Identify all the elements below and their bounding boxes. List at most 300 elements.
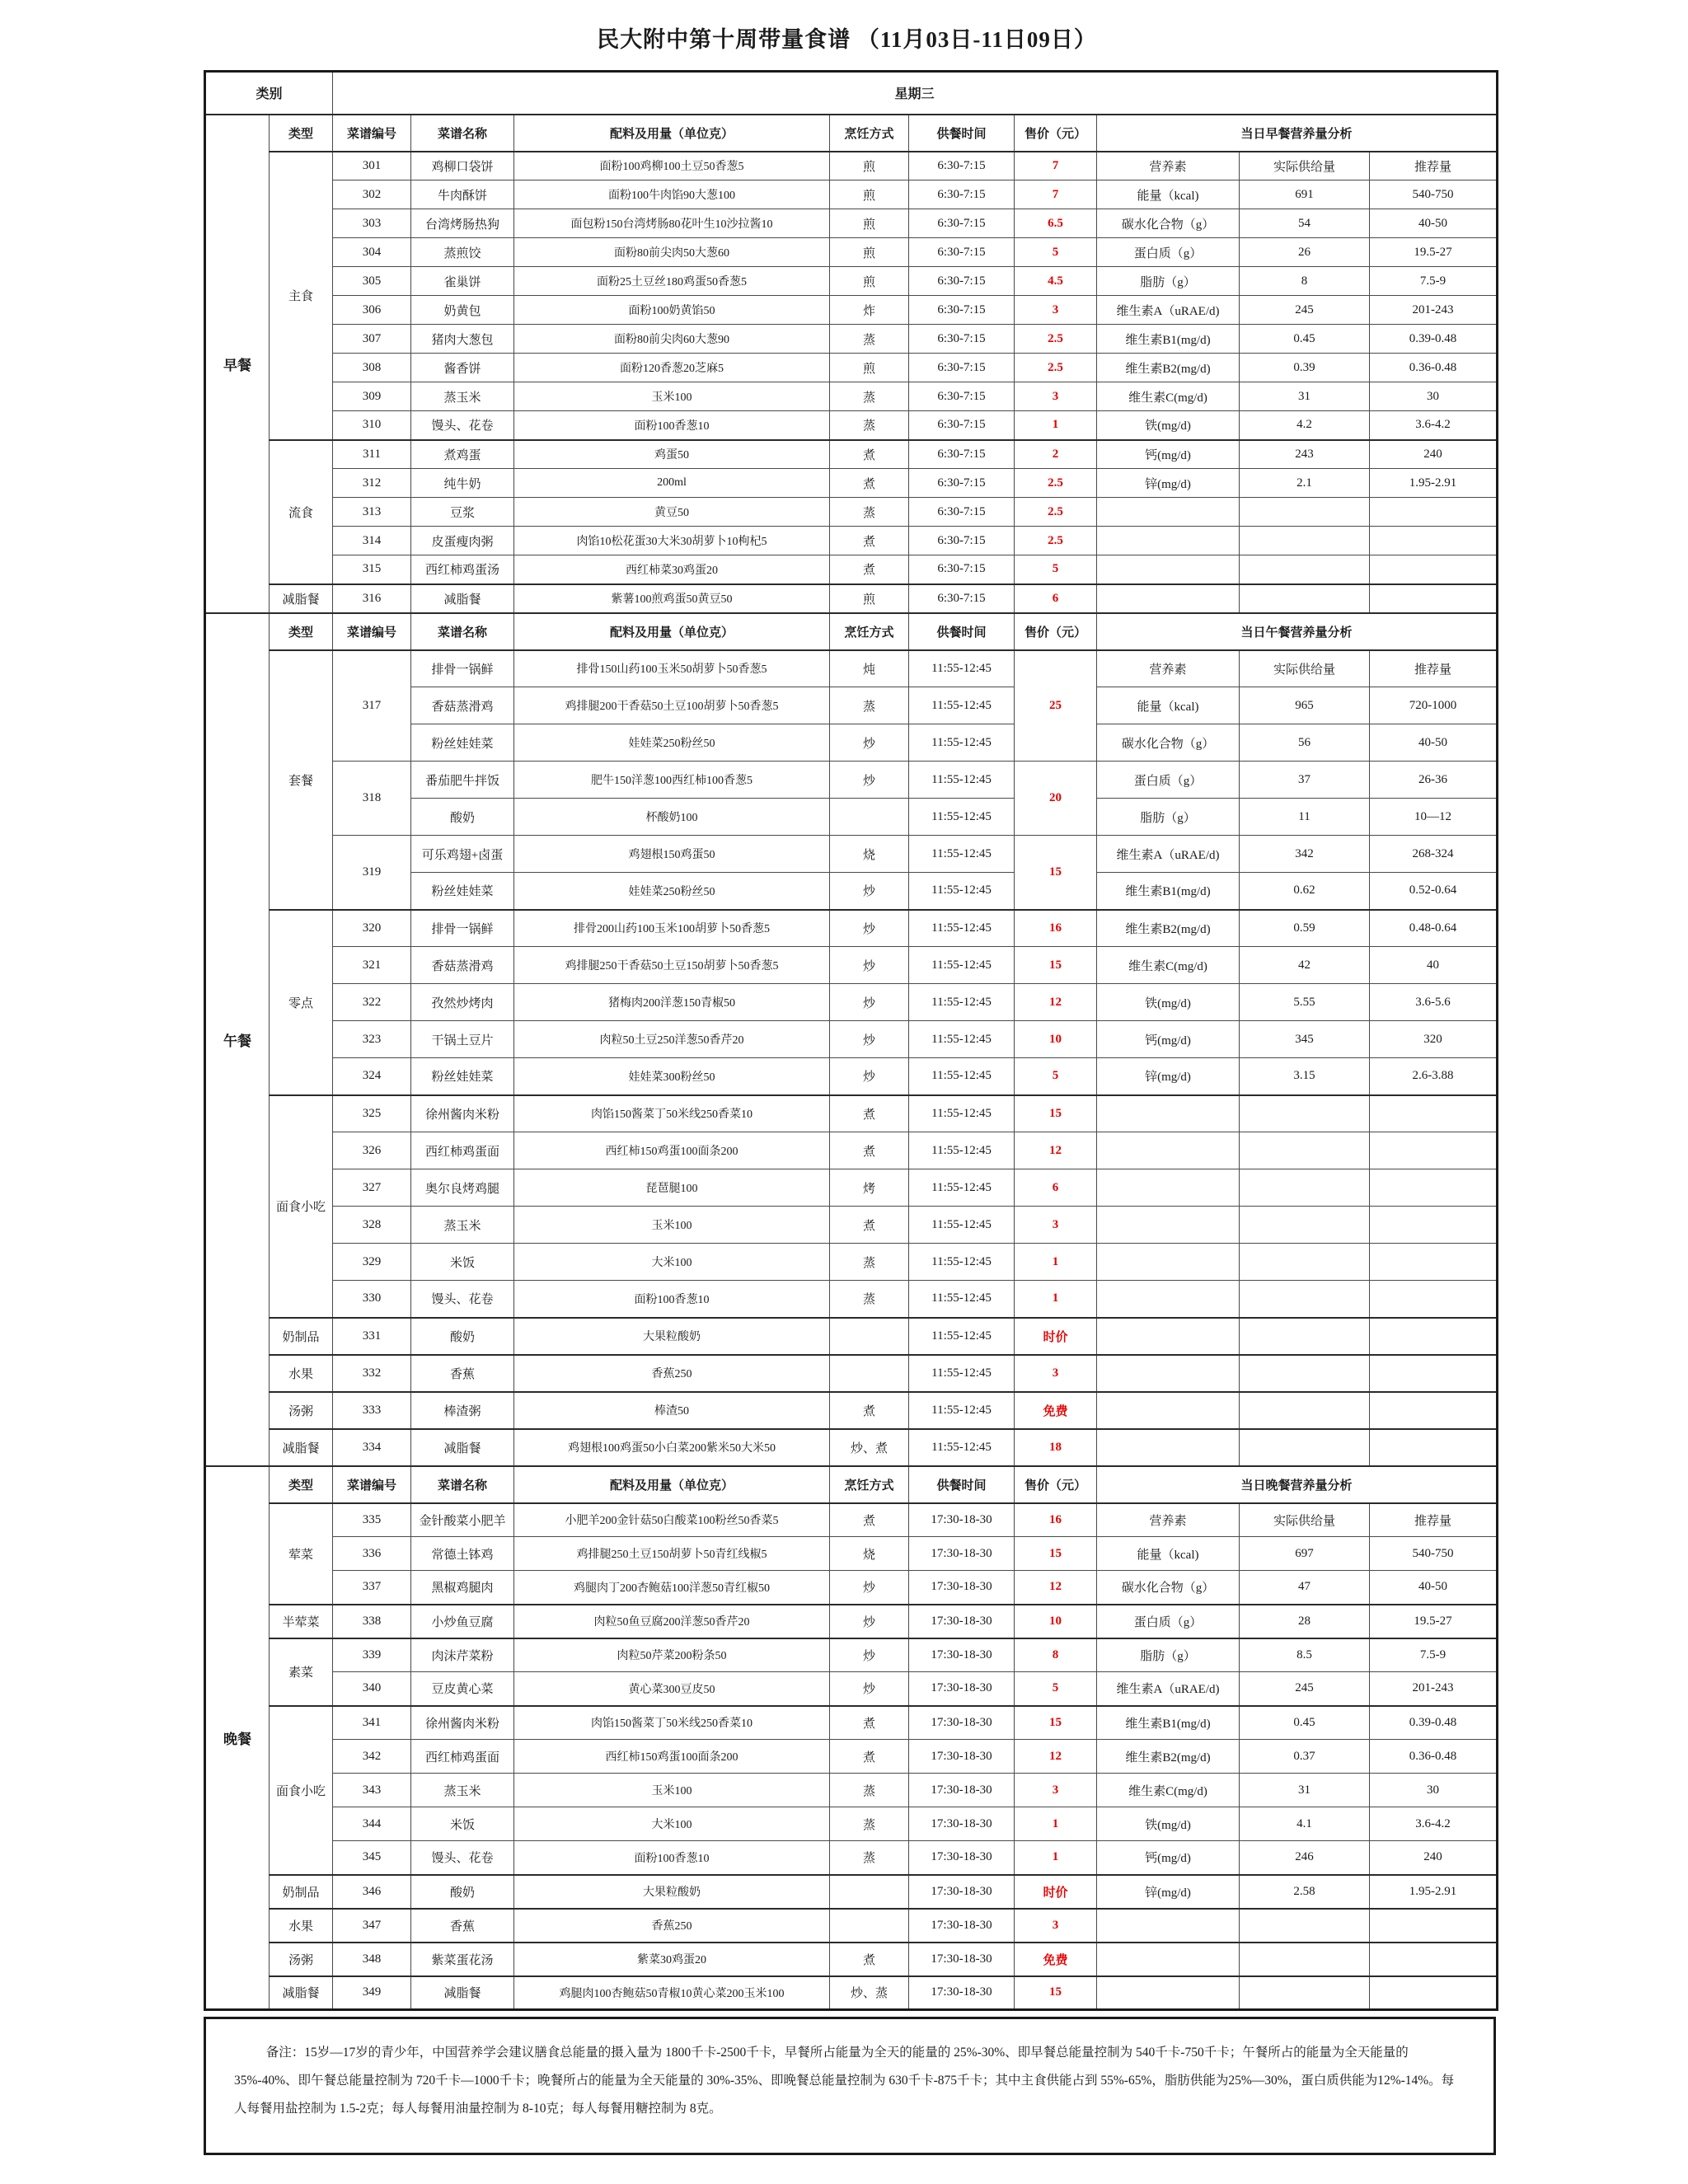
serving-time: 17:30-18-30 bbox=[909, 1537, 1015, 1571]
cooking-method: 炒 bbox=[830, 1672, 909, 1706]
dish-ingredients: 面粉100鸡柳100土豆50香葱5 bbox=[514, 152, 830, 180]
serving-time: 17:30-18-30 bbox=[909, 1875, 1015, 1909]
dish-no: 327 bbox=[333, 1169, 411, 1207]
cooking-method: 煎 bbox=[830, 584, 909, 613]
price-cell: 7 bbox=[1015, 152, 1097, 180]
price-cell: 5 bbox=[1015, 238, 1097, 267]
dish-no: 306 bbox=[333, 296, 411, 325]
nutrient-name: 维生素B1(mg/d) bbox=[1097, 873, 1240, 910]
cooking-method: 煎 bbox=[830, 238, 909, 267]
nutrient-actual: 243 bbox=[1240, 440, 1370, 469]
dish-no: 307 bbox=[333, 325, 411, 354]
nutrient-recommended: 0.36-0.48 bbox=[1370, 354, 1498, 382]
cooking-method: 蒸 bbox=[830, 687, 909, 724]
nutrient-actual bbox=[1240, 1207, 1370, 1244]
type-cell: 套餐 bbox=[270, 650, 333, 910]
dish-no: 330 bbox=[333, 1281, 411, 1318]
nutrient-actual: 246 bbox=[1240, 1841, 1370, 1875]
nutrient-name: 维生素A（uRAE/d) bbox=[1097, 1672, 1240, 1706]
dish-ingredients: 面包粉150台湾烤肠80花叶生10沙拉酱10 bbox=[514, 209, 830, 238]
table-row bbox=[205, 411, 1498, 440]
cooking-method: 蒸 bbox=[830, 1807, 909, 1841]
nutrient-actual: 5.55 bbox=[1240, 984, 1370, 1021]
price-cell: 3 bbox=[1015, 382, 1097, 411]
serving-time: 6:30-7:15 bbox=[909, 325, 1015, 354]
dish-ingredients: 肉粒50土豆250洋葱50香芹20 bbox=[514, 1021, 830, 1058]
nutrient-recommended: 3.6-4.2 bbox=[1370, 411, 1498, 440]
dish-ingredients: 面粉80前尖肉60大葱90 bbox=[514, 325, 830, 354]
dish-no: 303 bbox=[333, 209, 411, 238]
nutrient-name: 碳水化合物（g） bbox=[1097, 209, 1240, 238]
dish-name: 徐州酱肉米粉 bbox=[411, 1706, 514, 1740]
serving-time: 17:30-18-30 bbox=[909, 1638, 1015, 1672]
dish-no: 312 bbox=[333, 469, 411, 498]
cooking-method: 煎 bbox=[830, 354, 909, 382]
dish-ingredients: 肉馅150酱菜丁50米线250香菜10 bbox=[514, 1706, 830, 1740]
dish-ingredients: 香蕉250 bbox=[514, 1909, 830, 1943]
serving-time: 11:55-12:45 bbox=[909, 1244, 1015, 1281]
weekday-header: 星期三 bbox=[333, 72, 1498, 115]
dish-name: 台湾烤肠热狗 bbox=[411, 209, 514, 238]
nutrient-name: 脂肪（g） bbox=[1097, 267, 1240, 296]
nutrient-name: 脂肪（g） bbox=[1097, 799, 1240, 836]
dish-name: 蒸玉米 bbox=[411, 1774, 514, 1807]
table-row bbox=[205, 1503, 1498, 1537]
price-cell: 1 bbox=[1015, 1841, 1097, 1875]
dish-no: 308 bbox=[333, 354, 411, 382]
nutrient-name: 维生素B1(mg/d) bbox=[1097, 325, 1240, 354]
column-header-0: 类型 bbox=[270, 613, 333, 650]
nutrient-actual: 0.59 bbox=[1240, 910, 1370, 947]
nutrient-name: 蛋白质（g） bbox=[1097, 762, 1240, 799]
cooking-method: 炒 bbox=[830, 762, 909, 799]
nutrient-recommended: 10—12 bbox=[1370, 799, 1498, 836]
nutrient-actual bbox=[1240, 1943, 1370, 1976]
nutrient-name bbox=[1097, 1169, 1240, 1207]
table-row bbox=[205, 1021, 1498, 1058]
nutrient-actual: 245 bbox=[1240, 296, 1370, 325]
column-header-2: 菜谱名称 bbox=[411, 613, 514, 650]
table-row bbox=[205, 1058, 1498, 1095]
cooking-method: 炸 bbox=[830, 296, 909, 325]
table-row bbox=[205, 555, 1498, 584]
serving-time: 17:30-18-30 bbox=[909, 1672, 1015, 1706]
nutrient-name: 维生素B2(mg/d) bbox=[1097, 354, 1240, 382]
price-cell: 3 bbox=[1015, 1207, 1097, 1244]
nutrient-actual: 3.15 bbox=[1240, 1058, 1370, 1095]
dish-name: 牛肉酥饼 bbox=[411, 180, 514, 209]
table-row bbox=[205, 1429, 1498, 1466]
dish-name: 可乐鸡翅+卤蛋 bbox=[411, 836, 514, 873]
serving-time: 17:30-18-30 bbox=[909, 1605, 1015, 1638]
nutrient-recommended bbox=[1370, 1943, 1498, 1976]
nutrient-recommended: 40-50 bbox=[1370, 209, 1498, 238]
dish-no: 333 bbox=[333, 1392, 411, 1429]
nutrient-name: 铁(mg/d) bbox=[1097, 984, 1240, 1021]
dish-no: 335 bbox=[333, 1503, 411, 1537]
nutrient-recommended: 7.5-9 bbox=[1370, 1638, 1498, 1672]
column-header-3: 配料及用量（单位克） bbox=[514, 1466, 830, 1503]
serving-time: 17:30-18-30 bbox=[909, 1943, 1015, 1976]
price-cell: 15 bbox=[1015, 1537, 1097, 1571]
price-cell: 12 bbox=[1015, 1132, 1097, 1169]
column-header-5: 供餐时间 bbox=[909, 115, 1015, 152]
dish-name: 减脂餐 bbox=[411, 1429, 514, 1466]
dish-ingredients: 西红柿菜30鸡蛋20 bbox=[514, 555, 830, 584]
dish-ingredients: 大果粒酸奶 bbox=[514, 1875, 830, 1909]
cooking-method: 煎 bbox=[830, 209, 909, 238]
dish-ingredients: 面粉100香葱10 bbox=[514, 1281, 830, 1318]
table-row bbox=[205, 527, 1498, 555]
dish-ingredients: 黄心菜300豆皮50 bbox=[514, 1672, 830, 1706]
column-header-3: 配料及用量（单位克） bbox=[514, 613, 830, 650]
dish-name: 孜然炒烤肉 bbox=[411, 984, 514, 1021]
nutrient-actual: 965 bbox=[1240, 687, 1370, 724]
serving-time: 6:30-7:15 bbox=[909, 440, 1015, 469]
nutrient-name: 脂肪（g） bbox=[1097, 1638, 1240, 1672]
serving-time: 11:55-12:45 bbox=[909, 984, 1015, 1021]
nutrient-recommended: 0.52-0.64 bbox=[1370, 873, 1498, 910]
table-row bbox=[205, 1976, 1498, 2010]
dish-no: 314 bbox=[333, 527, 411, 555]
serving-time: 17:30-18-30 bbox=[909, 1909, 1015, 1943]
dish-no: 318 bbox=[333, 762, 411, 836]
cooking-method: 蒸 bbox=[830, 325, 909, 354]
dish-ingredients: 肉粒50芹菜200粉条50 bbox=[514, 1638, 830, 1672]
nutrient-name: 锌(mg/d) bbox=[1097, 469, 1240, 498]
dish-no: 329 bbox=[333, 1244, 411, 1281]
cooking-method: 炒 bbox=[830, 724, 909, 762]
serving-time: 11:55-12:45 bbox=[909, 1169, 1015, 1207]
price-cell: 2.5 bbox=[1015, 527, 1097, 555]
nutrient-actual: 0.37 bbox=[1240, 1740, 1370, 1774]
nutrient-actual: 697 bbox=[1240, 1537, 1370, 1571]
nutrient-recommended: 26-36 bbox=[1370, 762, 1498, 799]
dish-ingredients: 鸡蛋50 bbox=[514, 440, 830, 469]
dish-name: 粉丝娃娃菜 bbox=[411, 724, 514, 762]
nutrient-recommended: 720-1000 bbox=[1370, 687, 1498, 724]
analysis-title: 当日晚餐营养量分析 bbox=[1097, 1466, 1498, 1503]
type-cell: 减脂餐 bbox=[270, 1429, 333, 1466]
dish-name: 蒸煎饺 bbox=[411, 238, 514, 267]
serving-time: 17:30-18-30 bbox=[909, 1976, 1015, 2010]
cooking-method: 煎 bbox=[830, 267, 909, 296]
nutrient-name: 营养素 bbox=[1097, 1503, 1240, 1537]
price-cell: 4.5 bbox=[1015, 267, 1097, 296]
dish-no: 342 bbox=[333, 1740, 411, 1774]
dish-no: 316 bbox=[333, 584, 411, 613]
nutrient-name: 锌(mg/d) bbox=[1097, 1058, 1240, 1095]
cooking-method bbox=[830, 1909, 909, 1943]
dish-no: 338 bbox=[333, 1605, 411, 1638]
dish-name: 排骨一锅鲜 bbox=[411, 910, 514, 947]
dish-name: 徐州酱肉米粉 bbox=[411, 1095, 514, 1132]
serving-time: 11:55-12:45 bbox=[909, 1021, 1015, 1058]
dish-ingredients: 面粉100香葱10 bbox=[514, 1841, 830, 1875]
dish-no: 340 bbox=[333, 1672, 411, 1706]
nutrient-actual: 0.39 bbox=[1240, 354, 1370, 382]
cooking-method: 煮 bbox=[830, 1943, 909, 1976]
serving-time: 11:55-12:45 bbox=[909, 650, 1015, 687]
nutrient-name bbox=[1097, 1207, 1240, 1244]
cooking-method: 炒 bbox=[830, 1021, 909, 1058]
column-header-1: 菜谱编号 bbox=[333, 115, 411, 152]
cooking-method: 烤 bbox=[830, 1169, 909, 1207]
column-header-1: 菜谱编号 bbox=[333, 1466, 411, 1503]
nutrient-name: 铁(mg/d) bbox=[1097, 1807, 1240, 1841]
dish-ingredients: 琵琶腿100 bbox=[514, 1169, 830, 1207]
cooking-method: 烧 bbox=[830, 836, 909, 873]
table-row bbox=[205, 1132, 1498, 1169]
dish-name: 鸡柳口袋饼 bbox=[411, 152, 514, 180]
nutrient-actual: 47 bbox=[1240, 1571, 1370, 1605]
dish-name: 猪肉大葱包 bbox=[411, 325, 514, 354]
dish-no: 310 bbox=[333, 411, 411, 440]
cooking-method bbox=[830, 1318, 909, 1355]
nutrient-name: 维生素B2(mg/d) bbox=[1097, 1740, 1240, 1774]
dish-no: 302 bbox=[333, 180, 411, 209]
serving-time: 11:55-12:45 bbox=[909, 687, 1015, 724]
dish-name: 粉丝娃娃菜 bbox=[411, 873, 514, 910]
nutrient-actual: 54 bbox=[1240, 209, 1370, 238]
table-row bbox=[205, 382, 1498, 411]
price-cell: 5 bbox=[1015, 555, 1097, 584]
dish-ingredients: 鸡排腿250土豆150胡萝卜50青红线椒5 bbox=[514, 1537, 830, 1571]
price-cell: 3 bbox=[1015, 1909, 1097, 1943]
serving-time: 11:55-12:45 bbox=[909, 1207, 1015, 1244]
table-row bbox=[205, 440, 1498, 469]
serving-time: 11:55-12:45 bbox=[909, 1392, 1015, 1429]
serving-time: 17:30-18-30 bbox=[909, 1740, 1015, 1774]
table-row bbox=[205, 1355, 1498, 1392]
nutrient-recommended bbox=[1370, 584, 1498, 613]
serving-time: 6:30-7:15 bbox=[909, 180, 1015, 209]
nutrient-name: 钙(mg/d) bbox=[1097, 1021, 1240, 1058]
table-row bbox=[205, 613, 1498, 650]
table-row bbox=[205, 1281, 1498, 1318]
dish-ingredients: 肥牛150洋葱100西红柿100香葱5 bbox=[514, 762, 830, 799]
cooking-method: 炒 bbox=[830, 947, 909, 984]
table-row bbox=[205, 1605, 1498, 1638]
cooking-method: 蒸 bbox=[830, 498, 909, 527]
nutrient-recommended bbox=[1370, 1132, 1498, 1169]
nutrient-recommended: 30 bbox=[1370, 382, 1498, 411]
serving-time: 11:55-12:45 bbox=[909, 947, 1015, 984]
nutrient-recommended bbox=[1370, 1909, 1498, 1943]
price-cell: 2.5 bbox=[1015, 354, 1097, 382]
dish-ingredients: 紫薯100煎鸡蛋50黄豆50 bbox=[514, 584, 830, 613]
dish-no: 331 bbox=[333, 1318, 411, 1355]
nutrient-recommended bbox=[1370, 1207, 1498, 1244]
dish-name: 减脂餐 bbox=[411, 1976, 514, 2010]
cooking-method: 烧 bbox=[830, 1537, 909, 1571]
nutrient-actual bbox=[1240, 1244, 1370, 1281]
nutrient-actual: 实际供给量 bbox=[1240, 1503, 1370, 1537]
serving-time: 17:30-18-30 bbox=[909, 1807, 1015, 1841]
serving-time: 6:30-7:15 bbox=[909, 469, 1015, 498]
dish-name: 馒头、花卷 bbox=[411, 1841, 514, 1875]
dish-ingredients: 娃娃菜250粉丝50 bbox=[514, 724, 830, 762]
price-cell: 6 bbox=[1015, 584, 1097, 613]
type-cell: 奶制品 bbox=[270, 1875, 333, 1909]
serving-time: 6:30-7:15 bbox=[909, 152, 1015, 180]
cooking-method: 蒸 bbox=[830, 1244, 909, 1281]
analysis-title: 当日早餐营养量分析 bbox=[1097, 115, 1498, 152]
nutrient-name bbox=[1097, 527, 1240, 555]
table-row bbox=[205, 1095, 1498, 1132]
nutrient-name: 能量（kcal) bbox=[1097, 1537, 1240, 1571]
dish-name: 黑椒鸡腿肉 bbox=[411, 1571, 514, 1605]
price-cell: 20 bbox=[1015, 762, 1097, 836]
dish-ingredients: 鸡排腿250干香菇50土豆150胡萝卜50香葱5 bbox=[514, 947, 830, 984]
nutrient-name bbox=[1097, 1943, 1240, 1976]
dish-no: 320 bbox=[333, 910, 411, 947]
nutrient-actual: 345 bbox=[1240, 1021, 1370, 1058]
column-header-6: 售价（元） bbox=[1015, 1466, 1097, 1503]
menu-table bbox=[204, 70, 1498, 2011]
type-cell: 减脂餐 bbox=[270, 584, 333, 613]
nutrient-recommended: 3.6-5.6 bbox=[1370, 984, 1498, 1021]
price-cell: 15 bbox=[1015, 836, 1097, 910]
table-row bbox=[205, 498, 1498, 527]
dish-ingredients: 大米100 bbox=[514, 1244, 830, 1281]
nutrient-recommended: 推荐量 bbox=[1370, 152, 1498, 180]
nutrient-name: 蛋白质（g） bbox=[1097, 1605, 1240, 1638]
dish-no: 348 bbox=[333, 1943, 411, 1976]
price-cell: 1 bbox=[1015, 1807, 1097, 1841]
table-row bbox=[205, 1943, 1498, 1976]
table-row bbox=[205, 296, 1498, 325]
dish-ingredients: 鸡排腿200干香菇50土豆100胡萝卜50香葱5 bbox=[514, 687, 830, 724]
serving-time: 6:30-7:15 bbox=[909, 354, 1015, 382]
dish-ingredients: 鸡腿肉丁200杏鲍菇100洋葱50青红椒50 bbox=[514, 1571, 830, 1605]
dish-ingredients: 紫菜30鸡蛋20 bbox=[514, 1943, 830, 1976]
serving-time: 6:30-7:15 bbox=[909, 555, 1015, 584]
serving-time: 11:55-12:45 bbox=[909, 1355, 1015, 1392]
nutrient-name: 维生素B2(mg/d) bbox=[1097, 910, 1240, 947]
type-cell: 荤菜 bbox=[270, 1503, 333, 1605]
nutrient-recommended: 268-324 bbox=[1370, 836, 1498, 873]
table-row bbox=[205, 354, 1498, 382]
table-row bbox=[205, 180, 1498, 209]
table-row bbox=[205, 469, 1498, 498]
cooking-method: 炖 bbox=[830, 650, 909, 687]
nutrient-actual: 11 bbox=[1240, 799, 1370, 836]
nutrient-name bbox=[1097, 1429, 1240, 1466]
nutrient-actual: 56 bbox=[1240, 724, 1370, 762]
nutrient-actual bbox=[1240, 1392, 1370, 1429]
table-row bbox=[205, 72, 1498, 115]
column-header-4: 烹饪方式 bbox=[830, 115, 909, 152]
dish-ingredients: 杯酸奶100 bbox=[514, 799, 830, 836]
dish-name: 蒸玉米 bbox=[411, 382, 514, 411]
price-cell: 3 bbox=[1015, 296, 1097, 325]
nutrient-recommended: 540-750 bbox=[1370, 1537, 1498, 1571]
dish-name: 酱香饼 bbox=[411, 354, 514, 382]
dish-name: 香菇蒸滑鸡 bbox=[411, 947, 514, 984]
price-cell: 1 bbox=[1015, 1244, 1097, 1281]
dish-name: 番茄肥牛拌饭 bbox=[411, 762, 514, 799]
nutrient-name bbox=[1097, 498, 1240, 527]
nutrient-recommended: 0.48-0.64 bbox=[1370, 910, 1498, 947]
price-cell: 时价 bbox=[1015, 1318, 1097, 1355]
dish-no: 321 bbox=[333, 947, 411, 984]
nutrient-name bbox=[1097, 1244, 1240, 1281]
dish-name: 米饭 bbox=[411, 1807, 514, 1841]
cooking-method: 煮 bbox=[830, 555, 909, 584]
price-cell: 16 bbox=[1015, 910, 1097, 947]
column-header-3: 配料及用量（单位克） bbox=[514, 115, 830, 152]
dish-name: 皮蛋瘦肉粥 bbox=[411, 527, 514, 555]
type-cell: 零点 bbox=[270, 910, 333, 1095]
column-header-1: 菜谱编号 bbox=[333, 613, 411, 650]
type-cell: 素菜 bbox=[270, 1638, 333, 1706]
nutrient-name: 维生素C(mg/d) bbox=[1097, 382, 1240, 411]
nutrient-actual bbox=[1240, 527, 1370, 555]
cooking-method: 煮 bbox=[830, 1392, 909, 1429]
dish-ingredients: 猪梅肉200洋葱150青椒50 bbox=[514, 984, 830, 1021]
column-header-0: 类型 bbox=[270, 1466, 333, 1503]
dish-ingredients: 娃娃菜250粉丝50 bbox=[514, 873, 830, 910]
dish-no: 328 bbox=[333, 1207, 411, 1244]
nutrient-name: 维生素C(mg/d) bbox=[1097, 1774, 1240, 1807]
cooking-method: 蒸 bbox=[830, 382, 909, 411]
cooking-method: 炒 bbox=[830, 984, 909, 1021]
nutrient-name: 钙(mg/d) bbox=[1097, 1841, 1240, 1875]
price-cell: 16 bbox=[1015, 1503, 1097, 1537]
dish-no: 322 bbox=[333, 984, 411, 1021]
nutrient-name bbox=[1097, 555, 1240, 584]
table-row bbox=[205, 1875, 1498, 1909]
nutrient-actual: 4.2 bbox=[1240, 411, 1370, 440]
dish-no: 343 bbox=[333, 1774, 411, 1807]
cooking-method: 蒸 bbox=[830, 1281, 909, 1318]
menu-table-wrap bbox=[204, 70, 1498, 2011]
dish-ingredients: 玉米100 bbox=[514, 1774, 830, 1807]
table-row bbox=[205, 910, 1498, 947]
nutrient-recommended bbox=[1370, 1169, 1498, 1207]
type-cell: 汤粥 bbox=[270, 1392, 333, 1429]
nutrient-name bbox=[1097, 1095, 1240, 1132]
cooking-method bbox=[830, 1875, 909, 1909]
dish-name: 西红柿鸡蛋面 bbox=[411, 1740, 514, 1774]
table-row bbox=[205, 1807, 1498, 1841]
nutrient-name bbox=[1097, 1976, 1240, 2010]
serving-time: 11:55-12:45 bbox=[909, 1058, 1015, 1095]
dish-name: 紫菜蛋花汤 bbox=[411, 1943, 514, 1976]
type-cell: 半荤菜 bbox=[270, 1605, 333, 1638]
nutrient-actual bbox=[1240, 1976, 1370, 2010]
dish-name: 酸奶 bbox=[411, 1318, 514, 1355]
category-header: 类别 bbox=[205, 72, 333, 115]
dish-ingredients: 娃娃菜300粉丝50 bbox=[514, 1058, 830, 1095]
table-row bbox=[205, 1638, 1498, 1672]
price-cell: 15 bbox=[1015, 1976, 1097, 2010]
price-cell: 3 bbox=[1015, 1355, 1097, 1392]
page-title: 民大附中第十周带量食谱 （11月03日-11日09日） bbox=[597, 27, 1097, 52]
price-cell: 25 bbox=[1015, 650, 1097, 762]
table-row bbox=[205, 1740, 1498, 1774]
dish-name: 干锅土豆片 bbox=[411, 1021, 514, 1058]
dish-name: 香菇蒸滑鸡 bbox=[411, 687, 514, 724]
serving-time: 17:30-18-30 bbox=[909, 1706, 1015, 1740]
serving-time: 11:55-12:45 bbox=[909, 799, 1015, 836]
dish-ingredients: 200ml bbox=[514, 469, 830, 498]
dish-no: 334 bbox=[333, 1429, 411, 1466]
price-cell: 时价 bbox=[1015, 1875, 1097, 1909]
type-cell: 水果 bbox=[270, 1355, 333, 1392]
footer-note: 备注：15岁—17岁的青少年，中国营养学会建议膳食总能量的摄入量为 1800千卡-2500千卡，早餐所占能量为全天的能量的 25%-30%、即早餐总能量控制为 540千卡-750千卡；午餐所占的能量为全天能量的35%-40%、即午餐总能量控制为 720千卡—1000千卡；晚餐所占的能量为全天能量的 30%-35%、即晚餐总能量控制为 630千卡-875千卡；其中主食供能占到 55%-65%，脂肪供能为25%—30%，蛋白质供能为12%-14%。每人每餐用盐控制为 1.5-2克；每人每餐用油量控制为 8-10克；每人每餐用糖控制为 8克。 bbox=[204, 2017, 1496, 2155]
